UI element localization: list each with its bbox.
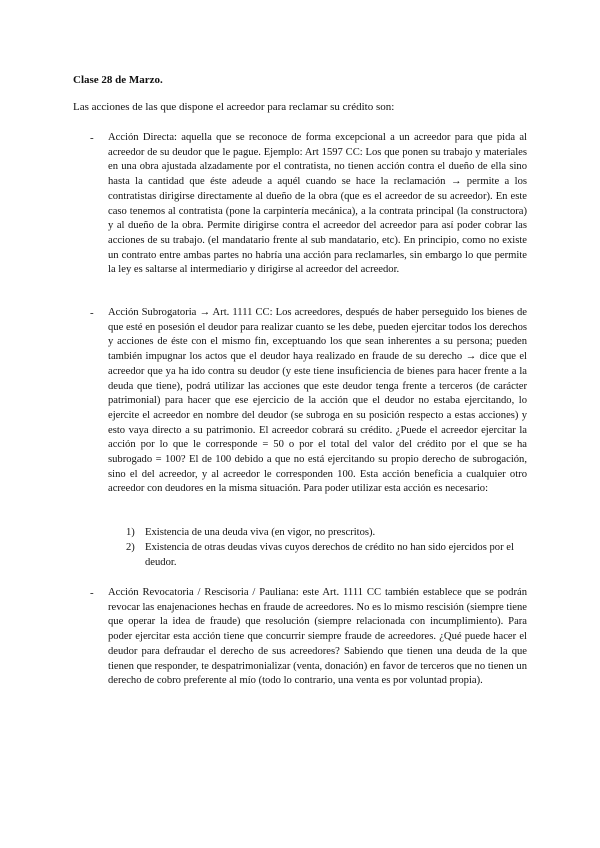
requirement-text: Existencia de una deuda viva (en vigor, no prescritos). [145,527,376,538]
accion-directa-paragraph: Acción Directa: aquella que se reconoce de forma excepcional a un acreedor para que pida al acreedor de su deudor que le pague. Ejemplo: Art 1597 CC: Los que ponen su trabajo y materiales en una obra ajustada alzadamente por el contratista, no tienen acción contra el dueño de ella sino hasta la cantidad que éste adeude a aquél cuando se hace la reclamación → permite a los contratistas dirigirse directamente al dueño de la obra (que es el acreedor de su acreedor). En este caso tenemos al contratista (pone la carpintería mecánica), a la contrata principal (la constructora) y al dueño de la obra. Permite dirigirse contra el acreedor del acreedor para así poder cobrar las acciones de su trabajo. (el mandatario frente al sub mandatario, etc). En principio, como no existe un contrato entre ambas partes no habría una acción para reclamarles, sin embargo lo que permite la ley es saltarse al intermediario y dirigirse al acreedor del acreedor. [108,132,527,276]
accion-subrogatoria-paragraph: Acción Subrogatoria → Art. 1111 CC: Los acreedores, después de haber perseguido los bienes de que esté en posesión el deudor para realizar cuanto se les debe, pueden ejercitar todos los derechos y acciones de éste con el mismo fin, exceptuando los que sean inherentes a su persona; pueden también impugnar los actos que el deudor haya realizado en fraude de su derecho → dice que el acreedor que ya ha ido contra su deudor (y este tiene insuficiencia de bienes para hacer frente a la deuda que tiene), podrá utilizar las acciones que este deudor tenga frente a terceros (de carácter patrimonial) para hacer que ese ejercicio de la acción que el deudor no estaba ejercitando, lo ejercite el acreedor en nombre del deudor (se subroga en su posición respecto a estas acciones) y esto vaya directo a su patrimonio. El acreedor cobrará su crédito. ¿Puede el acreedor ejercitar la acción por lo que le corresponde = 50 o por el total del valor del crédito por el que se ha subrogado = 100? El de 100 debido a que no está ejercitando su propio derecho de subrogación, sino el del acreedor, y al acreedor le corresponden 100. Esta acción beneficia a cualquier otro acreedor con deudores en la misma situación. Para poder utilizar esta acción es necesario: [108,307,527,495]
requirement-item [126,526,527,541]
requirement-text: Existencia de otras deudas vivas cuyos derechos de crédito no han sido ejercidos por el deudor. [145,542,514,568]
intro-paragraph: Las acciones de las que dispone el acreedor para reclamar su crédito son: [73,101,395,113]
bullet-dash: - [90,587,94,599]
requirement-number: 1) [126,527,135,538]
requirement-number: 2) [126,542,135,553]
accion-revocatoria-paragraph: Acción Revocatoria / Rescisoria / Pauliana: este Art. 1111 CC también establece que se podrán revocar las enajenaciones hechas en fraude de acreedores. No es lo mismo rescisión (siempre tiene que operar la idea de fraude) que resolución (siempre relacionada con incumplimiento). Para poder ejercitar esta acción tiene que concurrir siempre fraude de acreedores. ¿Qué puede hacer el deudor para defraudar el derecho de sus acreedores? Sabiendo que tienen una deuda de la que tienen que responder, te despatrimonializar (venta, donación) en favor de terceros que no tienen un derecho de cobro preferente al mío (todo lo contrario, una venta es por voluntad propia). [108,587,527,687]
bullet-dash: - [90,132,94,144]
bullet-dash: - [90,307,94,319]
requirement-item [126,541,527,570]
document-title: Clase 28 de Marzo. [73,74,163,86]
